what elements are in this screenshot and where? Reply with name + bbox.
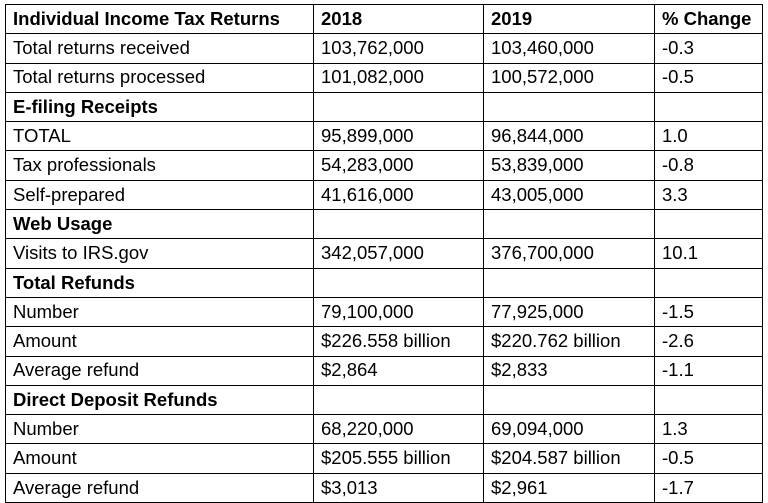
- value-2019: $2,833: [484, 356, 655, 385]
- value-2018: 95,899,000: [314, 122, 484, 151]
- percent-change: 10.1: [655, 239, 763, 268]
- value-2019: 43,005,000: [484, 180, 655, 209]
- value-2019: 77,925,000: [484, 297, 655, 326]
- row-label: Total returns received: [6, 34, 314, 63]
- table-row: [6, 356, 763, 385]
- value-2018: 79,100,000: [314, 297, 484, 326]
- row-label: Average refund: [6, 473, 314, 502]
- table-row: [6, 297, 763, 326]
- percent-change: -1.5: [655, 297, 763, 326]
- section-header-row: [6, 210, 763, 239]
- header-category: Individual Income Tax Returns: [6, 5, 314, 34]
- value-2018: 54,283,000: [314, 151, 484, 180]
- table-row: [6, 151, 763, 180]
- value-2019: 96,844,000: [484, 122, 655, 151]
- value-2019: 69,094,000: [484, 415, 655, 444]
- row-label: Average refund: [6, 356, 314, 385]
- row-label: Number: [6, 297, 314, 326]
- row-label: Amount: [6, 327, 314, 356]
- section-label: Total Refunds: [6, 268, 314, 297]
- value-2018: $205.555 billion: [314, 444, 484, 473]
- value-2019: 103,460,000: [484, 34, 655, 63]
- percent-change: -1.1: [655, 356, 763, 385]
- value-2019: 53,839,000: [484, 151, 655, 180]
- percent-change: -0.8: [655, 151, 763, 180]
- value-2019: $220.762 billion: [484, 327, 655, 356]
- table-row: [6, 122, 763, 151]
- row-label: Amount: [6, 444, 314, 473]
- section-label: Direct Deposit Refunds: [6, 385, 314, 414]
- value-2019: $204.587 billion: [484, 444, 655, 473]
- value-2019: $2,961: [484, 473, 655, 502]
- table-row: [6, 444, 763, 473]
- row-label: Self-prepared: [6, 180, 314, 209]
- section-label: E-filing Receipts: [6, 92, 314, 121]
- table-row: [6, 34, 763, 63]
- tax-returns-table: [5, 4, 763, 503]
- percent-change: [655, 385, 763, 414]
- value-2019: [484, 92, 655, 121]
- value-2018: $2,864: [314, 356, 484, 385]
- header-percent-change: % Change: [655, 5, 763, 34]
- value-2018: [314, 210, 484, 239]
- percent-change: -0.5: [655, 63, 763, 92]
- section-header-row: [6, 92, 763, 121]
- percent-change: 1.0: [655, 122, 763, 151]
- row-label: Total returns processed: [6, 63, 314, 92]
- percent-change: -2.6: [655, 327, 763, 356]
- table-header-row: [6, 5, 763, 34]
- value-2018: 101,082,000: [314, 63, 484, 92]
- value-2018: [314, 92, 484, 121]
- table-row: [6, 180, 763, 209]
- percent-change: -0.3: [655, 34, 763, 63]
- row-label: TOTAL: [6, 122, 314, 151]
- percent-change: [655, 210, 763, 239]
- value-2019: [484, 210, 655, 239]
- percent-change: -1.7: [655, 473, 763, 502]
- value-2018: [314, 385, 484, 414]
- value-2018: [314, 268, 484, 297]
- table-row: [6, 239, 763, 268]
- section-header-row: [6, 385, 763, 414]
- table-row: [6, 415, 763, 444]
- percent-change: -0.5: [655, 444, 763, 473]
- value-2018: 41,616,000: [314, 180, 484, 209]
- value-2018: 103,762,000: [314, 34, 484, 63]
- table-row: [6, 63, 763, 92]
- value-2018: $226.558 billion: [314, 327, 484, 356]
- value-2019: [484, 268, 655, 297]
- table-row: [6, 327, 763, 356]
- section-label: Web Usage: [6, 210, 314, 239]
- row-label: Tax professionals: [6, 151, 314, 180]
- percent-change: [655, 268, 763, 297]
- value-2018: $3,013: [314, 473, 484, 502]
- value-2019: 376,700,000: [484, 239, 655, 268]
- table-row: [6, 473, 763, 502]
- value-2018: 68,220,000: [314, 415, 484, 444]
- percent-change: [655, 92, 763, 121]
- percent-change: 1.3: [655, 415, 763, 444]
- header-2018: 2018: [314, 5, 484, 34]
- value-2018: 342,057,000: [314, 239, 484, 268]
- value-2019: 100,572,000: [484, 63, 655, 92]
- value-2019: [484, 385, 655, 414]
- percent-change: 3.3: [655, 180, 763, 209]
- section-header-row: [6, 268, 763, 297]
- row-label: Number: [6, 415, 314, 444]
- header-2019: 2019: [484, 5, 655, 34]
- row-label: Visits to IRS.gov: [6, 239, 314, 268]
